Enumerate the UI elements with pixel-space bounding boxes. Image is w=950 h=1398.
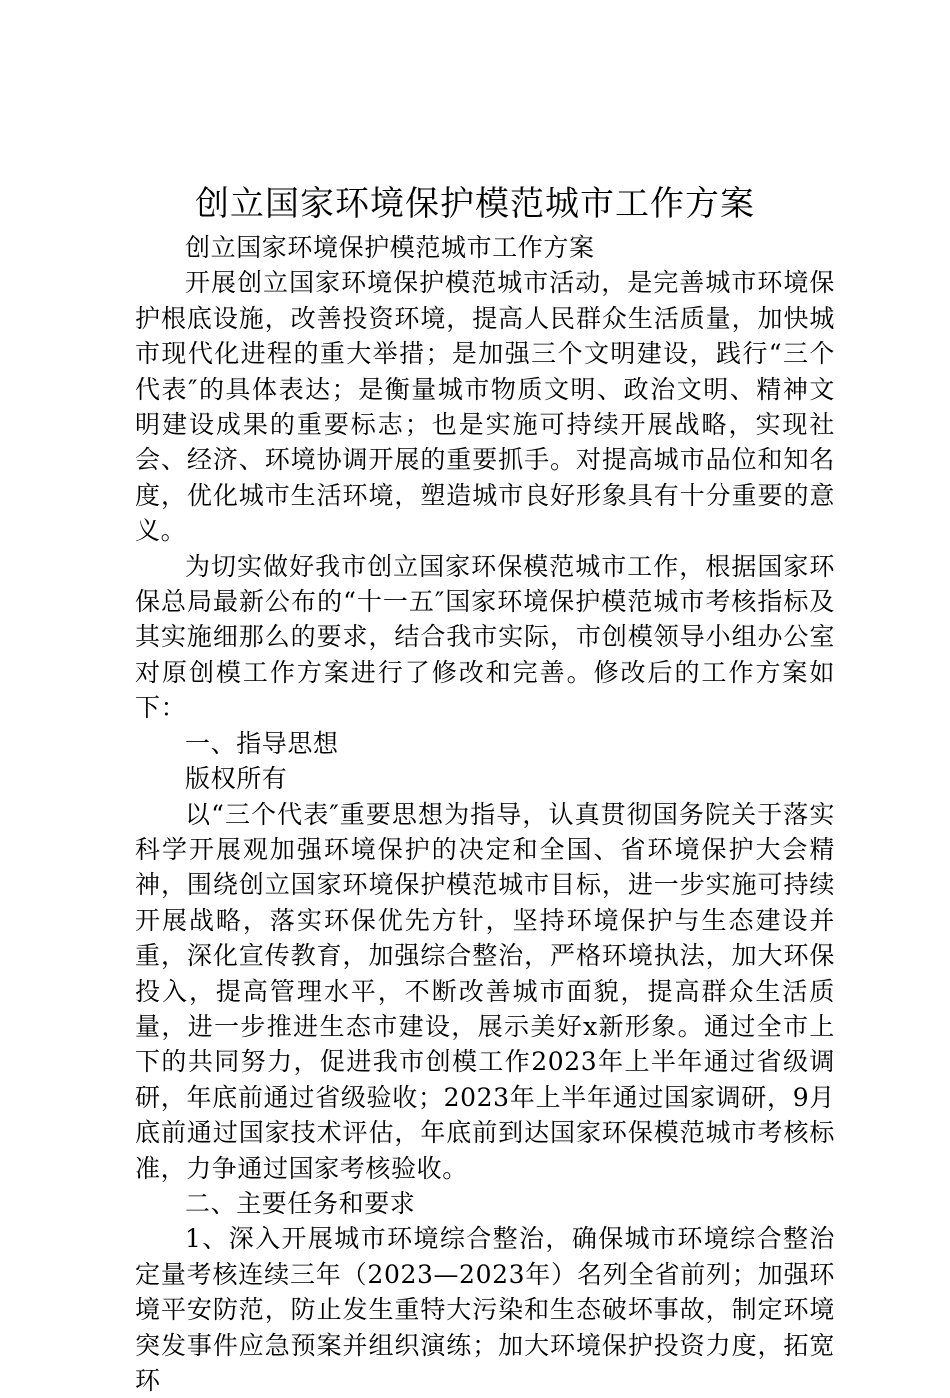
- paragraph-subtitle: 创立国家环境保护模范城市工作方案: [185, 233, 595, 262]
- paragraph-intro: 开展创立国家环境保护模范城市活动，是完善城市环境保护根底设施，改善投资环境，提高人民群众生活质量，加快城市现代化进程的重大举措；是加强三个文明建设，践行“三个代表″的具体表达；是衡量城市物质文明、政治文明、精神文明建设成果的重要标志；也是实施可持续开展战略，实现社会、经济、环境协调开展的重要抓手。对提高城市品位和知名度，优化城市生活环境，塑造城市良好形象具有十分重要的意义。: [135, 268, 835, 546]
- paragraph-purpose: 为切实做好我市创立国家环保模范城市工作，根据国家环保总局最新公布的“十一五″国家环境保护模范城市考核指标及其实施细那么的要求，结合我市实际，市创模领导小组办公室对原创模工作方案进行了修改和完善。修改后的工作方案如下：: [135, 551, 835, 723]
- paragraph-guiding-ideology: 以“三个代表″重要思想为指导，认真贯彻国务院关于落实科学开展观加强环境保护的决定和全国、省环境保护大会精神，围绕创立国家环境保护模范城市目标，进一步实施可持续开展战略，落实环保优先方针，坚持环境保护与生态建设并重，深化宣传教育，加强综合整治，严格环境执法，加大环保投入，提高管理水平，不断改善城市面貌，提高群众生活质量，进一步推进生态市建设，展示美好x新形象。通过全市上下的共同努力，促进我市创模工作2023年上半年通过省级调研，年底前通过省级验收；2023年上半年通过国家调研，9月底前通过国家技术评估，年底前到达国家环保模范城市考核标准，力争通过国家考核验收。: [135, 799, 835, 1183]
- document-title: 创立国家环境保护模范城市工作方案: [195, 184, 755, 224]
- paragraph-copyright: 版权所有: [185, 764, 288, 794]
- paragraph-task-1: 1、深入开展城市环境综合整治，确保城市环境综合整治定量考核连续三年（2023—2023年）名列全省前列；加强环境平安防范，防止发生重特大污染和生态破坏事故，制定环境突发事件应急预案并组织演练；加大环境保护投资力度，拓宽环: [135, 1224, 835, 1395]
- section-heading-guiding-ideology: 一、指导思想: [185, 728, 339, 758]
- section-heading-main-tasks: 二、主要任务和要求: [185, 1188, 416, 1218]
- document-body: [135, 230, 835, 1398]
